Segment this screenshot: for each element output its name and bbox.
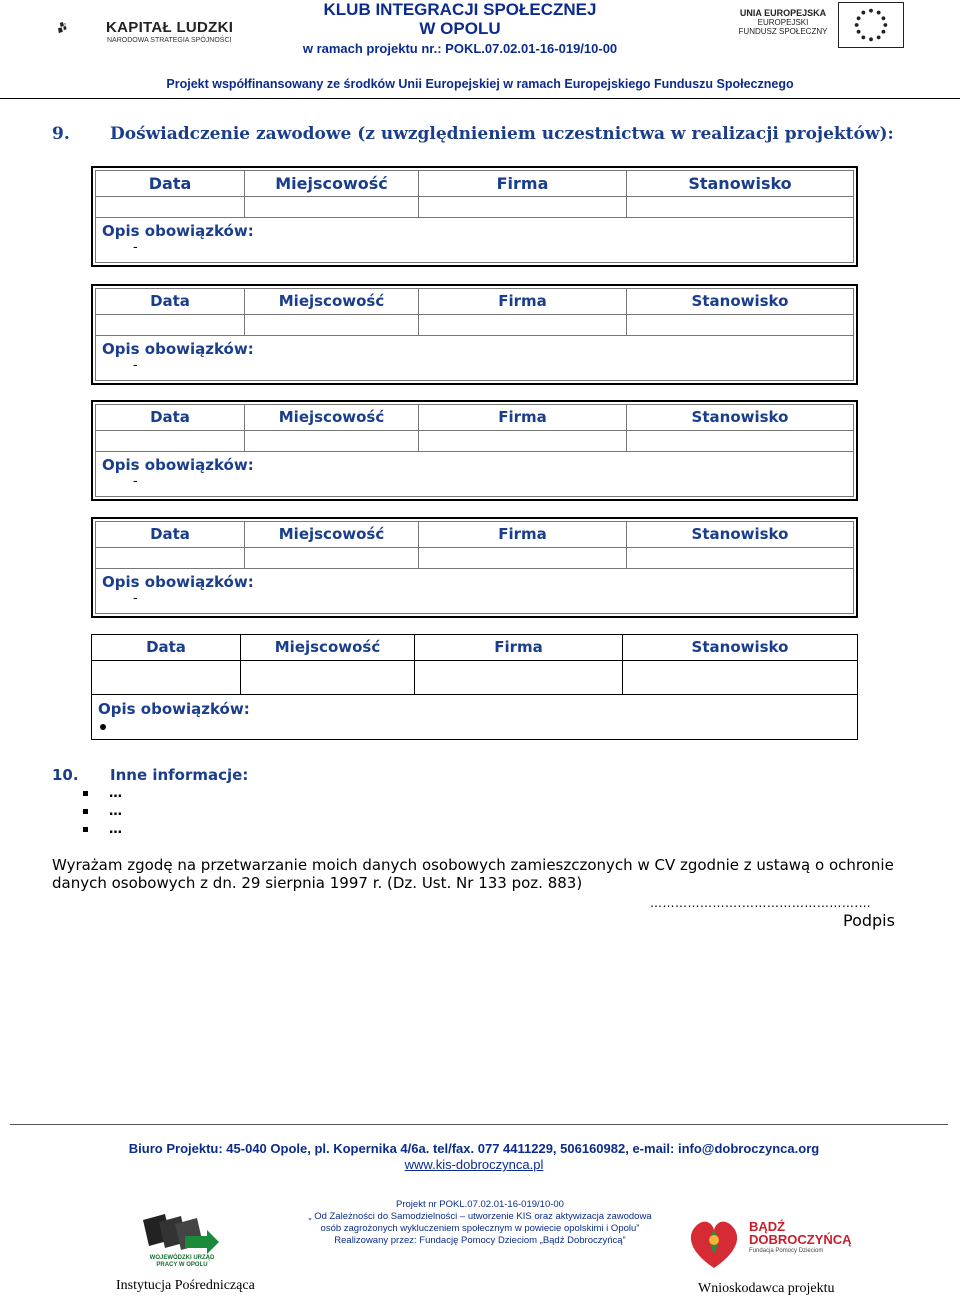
header-place: Miejscowość bbox=[245, 522, 419, 547]
experience-entry bbox=[91, 400, 858, 501]
duties-field[interactable] bbox=[96, 218, 853, 262]
footer-project-line-2: „ Od Zależności do Samodzielności – utworzenie KIS oraz aktywizacja zawodowa bbox=[308, 1211, 652, 1222]
square-bullet-icon bbox=[83, 809, 88, 814]
footer-project-line-3: osób zagrożonych wykluczeniem społecznym w powiecie opolskimi i Opolu” bbox=[320, 1223, 640, 1234]
club-title-block bbox=[285, 0, 635, 56]
section-9-heading bbox=[52, 124, 894, 144]
header-position: Stanowisko bbox=[691, 638, 789, 656]
position-field[interactable] bbox=[627, 197, 853, 217]
entry-value-row bbox=[92, 661, 857, 695]
duties-dash: - bbox=[133, 240, 138, 255]
header-place: Miejscowość bbox=[241, 635, 415, 660]
applicant-label: Wnioskodawca projektu bbox=[698, 1281, 835, 1296]
section-10-title: Inne informacje: bbox=[110, 766, 249, 784]
experience-entry bbox=[91, 517, 858, 618]
page-header bbox=[0, 0, 960, 100]
footer-project-line-4: Realizowany przez: Fundację Pomocy Dzieciom „Bądź Dobroczyńcą” bbox=[334, 1235, 626, 1246]
position-field[interactable] bbox=[627, 548, 853, 568]
duties-label: Opis obowiązków: bbox=[102, 340, 254, 358]
date-field[interactable] bbox=[96, 315, 245, 335]
list-item bbox=[83, 786, 122, 801]
kapital-ludzki-subtitle: NARODOWA STRATEGIA SPÓJNOŚCI bbox=[107, 37, 232, 44]
footer-divider bbox=[10, 1124, 948, 1125]
header-divider bbox=[0, 98, 960, 99]
eu-fund-text bbox=[733, 8, 833, 36]
club-name: KLUB INTEGRACJI SPOŁECZNEJ bbox=[323, 0, 597, 19]
bd-name-line-2: DOBROCZYŃCĄ bbox=[749, 1232, 852, 1247]
duties-field[interactable] bbox=[96, 336, 853, 380]
intermediate-institution: Instytucja Pośrednicząca bbox=[116, 1278, 255, 1293]
list-item-text: … bbox=[109, 804, 122, 819]
header-date: Data bbox=[96, 171, 245, 196]
company-field[interactable] bbox=[419, 431, 627, 451]
club-city: W OPOLU bbox=[419, 19, 501, 38]
footer-office: Biuro Projektu: 45-040 Opole, pl. Kopernika 4/6a. tel/fax. 077 4411229, 506160982, e-mail: info@dobroczynca.org bbox=[128, 1141, 820, 1156]
header-date: Data bbox=[96, 405, 245, 430]
position-field[interactable] bbox=[627, 431, 853, 451]
duties-field[interactable] bbox=[92, 695, 857, 739]
list-item bbox=[83, 804, 122, 819]
eu-line-2: EUROPEJSKI bbox=[757, 18, 809, 27]
square-bullet-icon bbox=[83, 827, 88, 832]
eu-line-1: UNIA EUROPEJSKA bbox=[739, 8, 827, 18]
duties-label: Opis obowiązków: bbox=[102, 573, 254, 591]
duties-label: Opis obowiązków: bbox=[102, 456, 254, 474]
company-field[interactable] bbox=[419, 315, 627, 335]
header-date: Data bbox=[92, 635, 241, 660]
entry-header-row bbox=[96, 289, 853, 315]
header-place: Miejscowość bbox=[245, 171, 419, 196]
header-place: Miejscowość bbox=[245, 405, 419, 430]
badz-dobroczynca-name bbox=[749, 1220, 852, 1246]
company-field[interactable] bbox=[415, 661, 623, 694]
signature-line: ………………….……………………….… bbox=[650, 896, 872, 910]
header-company: Firma bbox=[419, 289, 627, 314]
section-9-title: Doświadczenie zawodowe (z uwzględnieniem uczestnictwa w realizacji projektów): bbox=[110, 124, 894, 144]
list-item-text: … bbox=[109, 822, 122, 837]
position-field[interactable] bbox=[627, 315, 853, 335]
header-position: Stanowisko bbox=[691, 525, 789, 543]
footer-project-info bbox=[260, 1199, 700, 1247]
consent-statement: Wyrażam zgodę na przetwarzanie moich danych osobowych zamieszczonych w CV zgodnie z ustawą o ochronie danych osobowych z dn. 29 sierpnia 1997 r. (Dz. Ust. Nr 133 poz. 883) bbox=[52, 856, 894, 892]
kapital-ludzki-name: KAPITAŁ LUDZKI bbox=[106, 19, 234, 36]
place-field[interactable] bbox=[241, 661, 415, 694]
position-field[interactable] bbox=[623, 661, 857, 694]
duties-dash: - bbox=[133, 474, 138, 489]
duties-field[interactable] bbox=[96, 452, 853, 496]
section-9-number: 9. bbox=[52, 124, 70, 144]
header-company: Firma bbox=[419, 522, 627, 547]
club-project-number: w ramach projektu nr.: POKL.07.02.01-16-019/10-00 bbox=[302, 41, 618, 56]
list-item bbox=[83, 822, 122, 837]
header-position: Stanowisko bbox=[688, 174, 792, 193]
signature-label: Podpis bbox=[843, 911, 895, 930]
section-10-number: 10. bbox=[52, 766, 79, 784]
eu-flag-icon bbox=[838, 2, 904, 48]
header-date: Data bbox=[96, 289, 245, 314]
header-date: Data bbox=[96, 522, 245, 547]
duties-label: Opis obowiązków: bbox=[102, 222, 254, 240]
date-field[interactable] bbox=[96, 197, 245, 217]
entry-value-row bbox=[96, 197, 853, 218]
cofinance-note: Projekt współfinansowany ze środków Unii Europejskiej w ramach Europejskiego Funduszu Społecznego bbox=[166, 77, 794, 91]
entry-header-row bbox=[96, 522, 853, 548]
date-field[interactable] bbox=[96, 431, 245, 451]
duties-dash: - bbox=[133, 591, 138, 606]
entry-value-row bbox=[96, 548, 853, 569]
square-bullet-icon bbox=[83, 791, 88, 796]
list-item-text: … bbox=[109, 786, 122, 801]
footer-website-link[interactable]: www.kis-dobroczynca.pl bbox=[404, 1157, 544, 1172]
wup-name: WOJEWÓDZKI URZĄD PRACY W OPOLU bbox=[149, 1255, 215, 1268]
header-place: Miejscowość bbox=[245, 289, 419, 314]
entry-header-row bbox=[92, 635, 857, 661]
experience-entry bbox=[91, 634, 858, 740]
entry-header-row bbox=[96, 171, 853, 197]
eu-line-3: FUNDUSZ SPOŁECZNY bbox=[738, 27, 828, 36]
footer-project-line-1: Projekt nr POKL.07.02.01-16-019/10-00 bbox=[396, 1199, 564, 1210]
entry-value-row bbox=[96, 315, 853, 336]
duties-label: Opis obowiązków: bbox=[98, 700, 250, 718]
header-company: Firma bbox=[419, 405, 627, 430]
experience-entry bbox=[91, 284, 858, 385]
header-company: Firma bbox=[419, 171, 627, 196]
place-field[interactable] bbox=[245, 548, 419, 568]
duties-dash: - bbox=[133, 358, 138, 373]
experience-entry bbox=[91, 166, 858, 267]
company-field[interactable] bbox=[419, 197, 627, 217]
header-position: Stanowisko bbox=[691, 408, 789, 426]
section-10-heading bbox=[52, 766, 248, 784]
place-field[interactable] bbox=[245, 315, 419, 335]
badz-dobroczynca-subtitle: Fundacja Pomocy Dzieciom bbox=[749, 1248, 824, 1254]
duties-bullet bbox=[100, 724, 106, 730]
duties-field[interactable] bbox=[96, 569, 853, 613]
entry-header-row bbox=[96, 405, 853, 431]
header-company: Firma bbox=[415, 635, 623, 660]
kapital-ludzki-logo bbox=[58, 2, 98, 54]
place-field[interactable] bbox=[245, 197, 419, 217]
header-position: Stanowisko bbox=[691, 292, 789, 310]
entry-value-row bbox=[96, 431, 853, 452]
place-field[interactable] bbox=[245, 431, 419, 451]
company-field[interactable] bbox=[419, 548, 627, 568]
date-field[interactable] bbox=[96, 548, 245, 568]
date-field[interactable] bbox=[92, 661, 241, 694]
bd-name-line-1: BĄDŹ bbox=[749, 1219, 786, 1234]
